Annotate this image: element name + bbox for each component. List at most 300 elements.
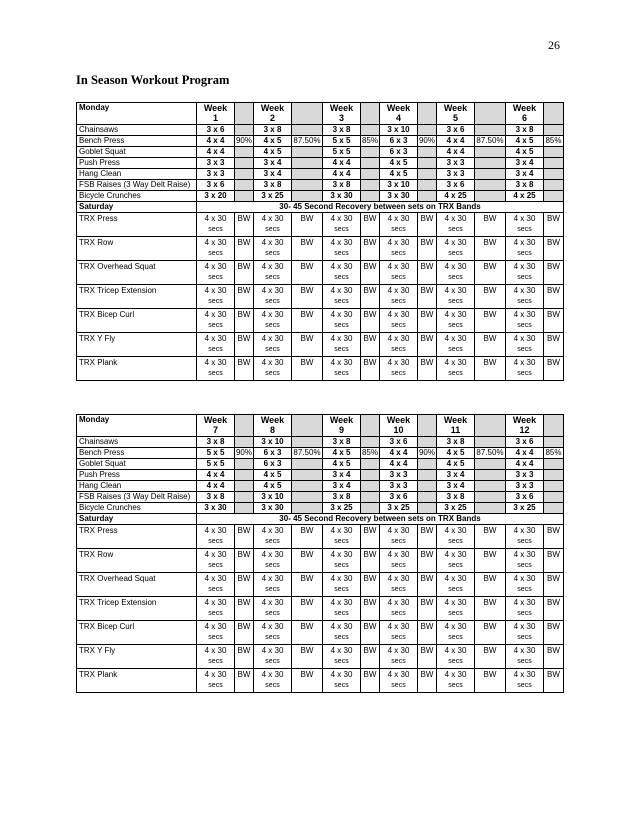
intensity-cell <box>544 125 564 136</box>
sets-reps-cell: 3 x 8 <box>254 180 292 191</box>
trx-sets-cell <box>506 621 544 645</box>
trx-sets-cell <box>254 213 292 237</box>
trx-sets: 4 x 30 <box>261 310 284 319</box>
trx-unit: secs <box>517 658 532 665</box>
trx-load-cell: BW <box>475 213 506 237</box>
sets-reps-cell: 4 x 5 <box>254 470 292 481</box>
trx-load-cell: BW <box>292 525 323 549</box>
exercise-row <box>77 180 564 191</box>
trx-unit: secs <box>517 274 532 281</box>
trx-load-cell: BW <box>418 285 437 309</box>
exercise-row <box>77 470 564 481</box>
intensity-cell <box>418 470 437 481</box>
trx-unit: secs <box>517 322 532 329</box>
trx-sets-cell <box>323 333 361 357</box>
trx-sets: 4 x 30 <box>261 646 284 655</box>
trx-exercise-name: TRX Y Fly <box>77 645 197 669</box>
sets-reps-cell: 4 x 5 <box>254 481 292 492</box>
trx-row <box>77 525 564 549</box>
trx-sets-cell <box>506 525 544 549</box>
intensity-cell <box>361 437 380 448</box>
intensity-cell <box>418 169 437 180</box>
week-number: 8 <box>269 425 275 435</box>
sets-reps-cell: 3 x 4 <box>506 169 544 180</box>
trx-sets-cell <box>323 669 361 693</box>
sets-reps-cell: 3 x 6 <box>380 437 418 448</box>
week-header-spacer <box>475 415 506 437</box>
trx-exercise-name: TRX Plank <box>77 669 197 693</box>
trx-unit: secs <box>391 538 406 545</box>
sets-reps-cell: 4 x 5 <box>380 158 418 169</box>
trx-load-cell: BW <box>544 333 564 357</box>
trx-sets-cell <box>437 357 475 381</box>
intensity-cell <box>235 125 254 136</box>
intensity-cell <box>361 147 380 158</box>
trx-load-cell: BW <box>418 261 437 285</box>
trx-load-cell: BW <box>544 621 564 645</box>
trx-sets-cell <box>380 309 418 333</box>
exercise-row <box>77 448 564 459</box>
sets-reps-cell: 4 x 5 <box>506 147 544 158</box>
intensity-cell <box>292 459 323 470</box>
sets-reps-cell: 4 x 4 <box>197 136 235 147</box>
trx-sets: 4 x 30 <box>261 214 284 223</box>
trx-sets-cell <box>254 573 292 597</box>
trx-sets-cell <box>197 621 235 645</box>
exercise-name: Bench Press <box>77 448 197 459</box>
trx-unit: secs <box>448 250 463 257</box>
trx-sets: 4 x 30 <box>330 646 353 655</box>
section-title: In Season Workout Program <box>76 73 230 87</box>
trx-load-cell: BW <box>361 621 380 645</box>
trx-sets: 4 x 30 <box>387 238 410 247</box>
exercise-row <box>77 147 564 158</box>
trx-unit: secs <box>448 658 463 665</box>
intensity-cell: 90% <box>418 136 435 146</box>
trx-sets: 4 x 30 <box>387 286 410 295</box>
trx-sets-cell <box>254 333 292 357</box>
trx-sets-cell <box>506 357 544 381</box>
trx-unit: secs <box>391 634 406 641</box>
trx-sets: 4 x 30 <box>204 334 227 343</box>
exercise-name: Push Press <box>77 158 197 169</box>
trx-load-cell: BW <box>475 309 506 333</box>
trx-load-cell: BW <box>544 309 564 333</box>
trx-load-cell: BW <box>292 573 323 597</box>
day-label: Monday <box>77 103 197 125</box>
trx-load-cell: BW <box>418 333 437 357</box>
trx-sets-cell <box>380 549 418 573</box>
trx-unit: secs <box>334 610 349 617</box>
trx-load-cell: BW <box>292 237 323 261</box>
intensity-cell <box>292 180 323 191</box>
trx-sets: 4 x 30 <box>330 622 353 631</box>
trx-sets-cell <box>380 261 418 285</box>
intensity-cell <box>235 147 254 158</box>
trx-unit: secs <box>265 538 280 545</box>
trx-sets-cell <box>323 645 361 669</box>
trx-load-cell: BW <box>544 285 564 309</box>
intensity-cell <box>418 125 437 136</box>
trx-row <box>77 213 564 237</box>
trx-load-cell: BW <box>361 525 380 549</box>
sets-reps-cell: 4 x 4 <box>323 169 361 180</box>
trx-sets: 4 x 30 <box>330 358 353 367</box>
sets-reps-cell: 3 x 3 <box>197 158 235 169</box>
trx-row <box>77 357 564 381</box>
trx-sets: 4 x 30 <box>444 646 467 655</box>
trx-sets-cell <box>380 573 418 597</box>
trx-unit: secs <box>391 274 406 281</box>
trx-row <box>77 285 564 309</box>
week-number: 6 <box>521 113 527 123</box>
intensity-cell <box>544 481 564 492</box>
trx-sets: 4 x 30 <box>261 598 284 607</box>
sets-reps-cell: 3 x 6 <box>506 492 544 503</box>
saturday-row <box>77 202 564 213</box>
exercise-name: Bicycle Crunches <box>77 191 197 202</box>
intensity-cell <box>292 492 323 503</box>
trx-sets-cell <box>254 597 292 621</box>
trx-sets: 4 x 30 <box>387 622 410 631</box>
trx-unit: secs <box>334 658 349 665</box>
trx-unit: secs <box>334 346 349 353</box>
trx-sets-cell <box>506 213 544 237</box>
trx-load-cell: BW <box>475 237 506 261</box>
intensity-cell <box>292 158 323 169</box>
trx-unit: secs <box>265 274 280 281</box>
week-header-spacer <box>544 415 564 437</box>
trx-unit: secs <box>391 562 406 569</box>
trx-sets: 4 x 30 <box>513 550 536 559</box>
trx-unit: secs <box>334 226 349 233</box>
saturday-note: 30- 45 Second Recovery between sets on TRX Bands <box>197 514 564 525</box>
trx-unit: secs <box>334 250 349 257</box>
trx-sets: 4 x 30 <box>261 286 284 295</box>
intensity-cell <box>292 470 323 481</box>
exercise-row <box>77 503 564 514</box>
trx-load-cell: BW <box>361 645 380 669</box>
trx-sets: 4 x 30 <box>387 214 410 223</box>
sets-reps-cell: 3 x 10 <box>254 437 292 448</box>
trx-sets: 4 x 30 <box>513 358 536 367</box>
trx-load-cell: BW <box>292 597 323 621</box>
sets-reps-cell: 4 x 4 <box>437 136 475 147</box>
sets-reps-cell: 3 x 6 <box>437 180 475 191</box>
exercise-name: Hang Clean <box>77 481 197 492</box>
trx-load-cell: BW <box>475 549 506 573</box>
trx-sets-cell <box>197 261 235 285</box>
trx-row <box>77 573 564 597</box>
trx-load-cell: BW <box>292 645 323 669</box>
trx-unit: secs <box>448 562 463 569</box>
trx-row <box>77 597 564 621</box>
trx-unit: secs <box>391 682 406 689</box>
trx-sets-cell <box>506 549 544 573</box>
exercise-row <box>77 481 564 492</box>
trx-unit: secs <box>334 298 349 305</box>
trx-sets: 4 x 30 <box>330 598 353 607</box>
intensity-cell <box>544 169 564 180</box>
trx-unit: secs <box>334 274 349 281</box>
intensity-cell <box>418 492 437 503</box>
sets-reps-cell: 3 x 3 <box>380 470 418 481</box>
trx-sets: 4 x 30 <box>444 550 467 559</box>
trx-load-cell: BW <box>475 333 506 357</box>
week-label: Week <box>329 103 354 113</box>
trx-exercise-name: TRX Overhead Squat <box>77 261 197 285</box>
sets-reps-cell: 3 x 4 <box>323 481 361 492</box>
saturday-note: 30- 45 Second Recovery between sets on TRX Bands <box>197 202 564 213</box>
trx-sets: 4 x 30 <box>261 262 284 271</box>
trx-sets-cell <box>506 237 544 261</box>
intensity-cell <box>475 169 506 180</box>
week-header-spacer <box>292 415 323 437</box>
trx-sets: 4 x 30 <box>330 550 353 559</box>
sets-reps-cell: 3 x 4 <box>437 470 475 481</box>
trx-unit: secs <box>517 562 532 569</box>
trx-unit: secs <box>208 346 223 353</box>
sets-reps-cell: 5 x 5 <box>323 136 361 147</box>
intensity-cell <box>475 125 506 136</box>
trx-sets-cell <box>506 669 544 693</box>
trx-sets-cell <box>380 213 418 237</box>
trx-unit: secs <box>448 682 463 689</box>
intensity-cell <box>235 470 254 481</box>
sets-reps-cell: 3 x 8 <box>437 492 475 503</box>
trx-load-cell: BW <box>235 669 254 693</box>
trx-load-cell: BW <box>235 237 254 261</box>
trx-sets: 4 x 30 <box>444 238 467 247</box>
intensity-cell <box>361 459 380 470</box>
trx-row <box>77 261 564 285</box>
sets-reps-cell: 3 x 8 <box>197 492 235 503</box>
week-header <box>323 415 361 437</box>
trx-sets: 4 x 30 <box>444 622 467 631</box>
intensity-cell <box>544 437 564 448</box>
trx-unit: secs <box>391 322 406 329</box>
trx-load-cell: BW <box>418 573 437 597</box>
trx-sets: 4 x 30 <box>444 286 467 295</box>
week-number: 9 <box>338 425 344 435</box>
intensity-cell <box>475 481 506 492</box>
trx-unit: secs <box>265 562 280 569</box>
trx-unit: secs <box>391 610 406 617</box>
trx-load-cell: BW <box>544 357 564 381</box>
intensity-cell <box>235 459 254 470</box>
trx-exercise-name: TRX Tricep Extension <box>77 597 197 621</box>
trx-sets-cell <box>197 357 235 381</box>
trx-sets-cell <box>323 597 361 621</box>
trx-sets-cell <box>380 333 418 357</box>
intensity-cell <box>418 180 437 191</box>
week-label: Week <box>512 415 537 425</box>
sets-reps-cell: 3 x 8 <box>323 492 361 503</box>
trx-unit: secs <box>517 586 532 593</box>
page-number: 26 <box>548 38 560 52</box>
week-label: Week <box>329 415 354 425</box>
trx-unit: secs <box>265 322 280 329</box>
trx-sets-cell <box>437 597 475 621</box>
exercise-row <box>77 191 564 202</box>
trx-unit: secs <box>265 298 280 305</box>
trx-unit: secs <box>517 538 532 545</box>
trx-unit: secs <box>334 682 349 689</box>
trx-sets: 4 x 30 <box>261 334 284 343</box>
week-header <box>197 415 235 437</box>
trx-unit: secs <box>265 610 280 617</box>
trx-sets-cell <box>197 597 235 621</box>
trx-sets: 4 x 30 <box>444 262 467 271</box>
trx-sets-cell <box>380 357 418 381</box>
sets-reps-cell: 4 x 4 <box>197 481 235 492</box>
trx-sets-cell <box>506 285 544 309</box>
trx-sets-cell <box>323 621 361 645</box>
sets-reps-cell: 3 x 8 <box>254 125 292 136</box>
sets-reps-cell: 4 x 4 <box>437 147 475 158</box>
week-header <box>380 103 418 125</box>
trx-sets: 4 x 30 <box>444 310 467 319</box>
intensity-cell <box>418 459 437 470</box>
sets-reps-cell: 5 x 5 <box>197 459 235 470</box>
sets-reps-cell: 3 x 8 <box>437 437 475 448</box>
intensity-cell <box>475 147 506 158</box>
trx-load-cell: BW <box>475 261 506 285</box>
trx-sets: 4 x 30 <box>444 598 467 607</box>
intensity-cell <box>418 437 437 448</box>
trx-exercise-name: TRX Bicep Curl <box>77 309 197 333</box>
intensity-cell <box>361 125 380 136</box>
trx-sets-cell <box>380 597 418 621</box>
trx-unit: secs <box>208 322 223 329</box>
trx-load-cell: BW <box>418 357 437 381</box>
trx-unit: secs <box>391 250 406 257</box>
trx-load-cell: BW <box>544 525 564 549</box>
trx-load-cell: BW <box>235 333 254 357</box>
trx-sets-cell <box>437 645 475 669</box>
week-header-spacer <box>361 103 380 125</box>
trx-row <box>77 549 564 573</box>
trx-unit: secs <box>448 370 463 377</box>
intensity-cell <box>235 158 254 169</box>
intensity-cell: 87.50% <box>476 448 504 458</box>
trx-unit: secs <box>334 634 349 641</box>
trx-sets: 4 x 30 <box>444 574 467 583</box>
trx-unit: secs <box>448 298 463 305</box>
trx-sets-cell <box>197 237 235 261</box>
sets-reps-cell: 3 x 10 <box>380 180 418 191</box>
trx-load-cell: BW <box>235 285 254 309</box>
trx-row <box>77 645 564 669</box>
trx-sets: 4 x 30 <box>261 358 284 367</box>
week-label: Week <box>386 103 411 113</box>
trx-unit: secs <box>334 322 349 329</box>
trx-sets-cell <box>380 237 418 261</box>
trx-exercise-name: TRX Row <box>77 237 197 261</box>
week-number: 4 <box>395 113 401 123</box>
sets-reps-cell: 3 x 3 <box>437 158 475 169</box>
sets-reps-cell: 3 x 20 <box>197 191 235 202</box>
intensity-cell: 85% <box>545 136 562 146</box>
trx-load-cell: BW <box>361 549 380 573</box>
week-label: Week <box>443 415 468 425</box>
sets-reps-cell: 6 x 3 <box>254 448 292 459</box>
trx-sets: 4 x 30 <box>330 574 353 583</box>
trx-sets-cell <box>380 285 418 309</box>
intensity-cell <box>235 481 254 492</box>
trx-sets: 4 x 30 <box>387 598 410 607</box>
trx-unit: secs <box>208 562 223 569</box>
trx-unit: secs <box>391 298 406 305</box>
trx-load-cell: BW <box>418 309 437 333</box>
sets-reps-cell: 6 x 3 <box>380 147 418 158</box>
trx-sets: 4 x 30 <box>387 526 410 535</box>
trx-load-cell: BW <box>292 285 323 309</box>
week-number: 12 <box>519 425 530 435</box>
sets-reps-cell: 3 x 3 <box>197 169 235 180</box>
intensity-cell <box>235 437 254 448</box>
trx-load-cell: BW <box>292 261 323 285</box>
trx-sets-cell <box>323 213 361 237</box>
trx-load-cell: BW <box>418 669 437 693</box>
sets-reps-cell: 3 x 25 <box>437 503 475 514</box>
trx-load-cell: BW <box>475 573 506 597</box>
trx-load-cell: BW <box>418 621 437 645</box>
trx-sets-cell <box>254 621 292 645</box>
week-header-spacer <box>544 103 564 125</box>
trx-load-cell: BW <box>235 525 254 549</box>
week-header <box>323 103 361 125</box>
week-label: Week <box>386 415 411 425</box>
trx-sets-cell <box>437 285 475 309</box>
trx-sets: 4 x 30 <box>387 334 410 343</box>
sets-reps-cell: 3 x 6 <box>197 180 235 191</box>
sets-reps-cell: 4 x 4 <box>197 147 235 158</box>
week-label: Week <box>203 415 228 425</box>
week-header-spacer <box>418 415 437 437</box>
trx-sets: 4 x 30 <box>330 526 353 535</box>
exercise-row <box>77 158 564 169</box>
trx-load-cell: BW <box>361 597 380 621</box>
trx-load-cell: BW <box>235 357 254 381</box>
week-label: Week <box>512 103 537 113</box>
trx-load-cell: BW <box>292 333 323 357</box>
trx-load-cell: BW <box>544 549 564 573</box>
saturday-label: Saturday <box>77 514 197 525</box>
workout-table-weeks-1-6 <box>76 102 564 381</box>
sets-reps-cell: 3 x 4 <box>254 158 292 169</box>
trx-unit: secs <box>517 346 532 353</box>
intensity-cell: 85% <box>361 136 378 146</box>
trx-sets-cell <box>380 669 418 693</box>
intensity-cell <box>361 191 380 202</box>
week-number: 10 <box>393 425 404 435</box>
trx-load-cell: BW <box>235 621 254 645</box>
week-header-row <box>77 415 564 437</box>
week-header <box>506 103 544 125</box>
sets-reps-cell: 3 x 25 <box>380 503 418 514</box>
sets-reps-cell: 4 x 4 <box>506 459 544 470</box>
trx-sets: 4 x 30 <box>261 622 284 631</box>
trx-sets: 4 x 30 <box>330 238 353 247</box>
trx-load-cell: BW <box>544 261 564 285</box>
trx-load-cell: BW <box>544 237 564 261</box>
trx-unit: secs <box>517 682 532 689</box>
trx-load-cell: BW <box>475 525 506 549</box>
trx-unit: secs <box>208 682 223 689</box>
trx-unit: secs <box>208 370 223 377</box>
trx-load-cell: BW <box>361 261 380 285</box>
